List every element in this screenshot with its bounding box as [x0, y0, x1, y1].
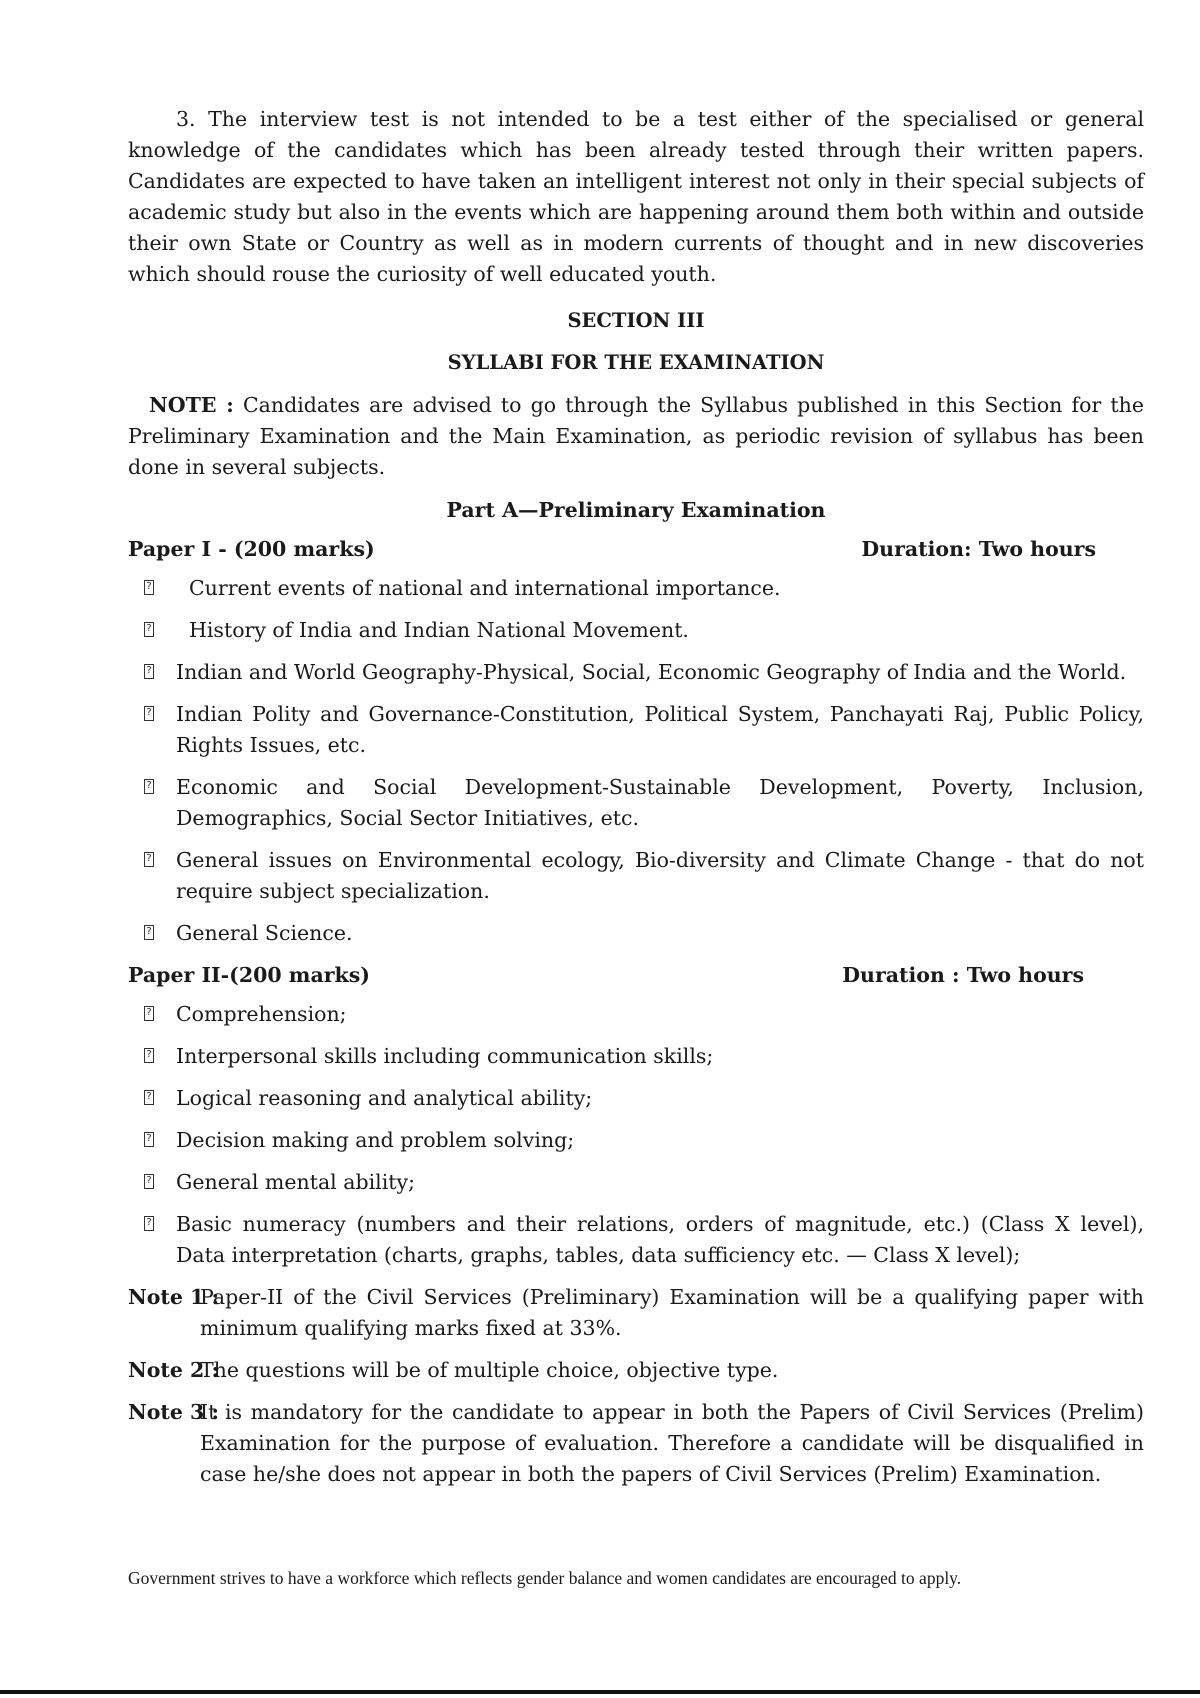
list-item: ? Decision making and problem solving; — [128, 1125, 1144, 1156]
syllabus-note — [128, 390, 1144, 483]
note-1-label: Note 1 : — [128, 1285, 220, 1309]
missing-glyph-bullet-icon: ? — [144, 622, 154, 637]
paper-1-title: Paper I - (200 marks) — [128, 537, 375, 561]
list-item: ? General issues on Environmental ecology, Bio-diversity and Climate Change - that do not require subject specialization. — [128, 845, 1144, 907]
note-2-label: Note 2 : — [128, 1358, 220, 1382]
paper-1-topic-list — [128, 573, 1144, 949]
paper-2-duration: Duration : Two hours — [842, 963, 1084, 987]
paper-2-topic-list — [128, 999, 1144, 1271]
note-3-label: Note 3 : — [128, 1400, 220, 1424]
list-item: ? Interpersonal skills including communication skills; — [128, 1041, 1144, 1072]
missing-glyph-bullet-icon: ? — [144, 1006, 154, 1021]
list-item: ? General mental ability; — [128, 1167, 1144, 1198]
syllabus-note-text: Candidates are advised to go through the Syllabus published in this Section for the Preliminary Examination and the Main Examination, as periodic revision of syllabus has been done in several subjects. — [128, 393, 1144, 479]
section-title: SECTION III — [567, 309, 705, 332]
missing-glyph-bullet-icon: ? — [144, 1216, 154, 1231]
syllabi-title: SYLLABI FOR THE EXAMINATION — [447, 351, 825, 374]
note-3-text: It is mandatory for the candidate to appear in both the Papers of Civil Services (Prelim) Examination for the purpose of evaluation. Therefore a candidate will be disqualified in case he/she does not appear in both the papers of Civil Services (Prelim) Examination. — [200, 1400, 1144, 1486]
missing-glyph-bullet-icon: ? — [144, 1132, 154, 1147]
syllabus-note-label: NOTE : — [149, 393, 234, 417]
missing-glyph-bullet-icon: ? — [144, 852, 154, 867]
part-a-heading: Part A—Preliminary Examination — [446, 498, 826, 522]
paper-1-header — [128, 534, 1144, 565]
note-3 — [128, 1397, 1144, 1490]
list-item: ? Current events of national and international importance. — [128, 573, 1144, 604]
list-item: ? Economic and Social Development-Sustainable Development, Poverty, Inclusion, Demographics, Social Sector Initiatives, etc. — [128, 772, 1144, 834]
list-item: ? Logical reasoning and analytical ability; — [128, 1083, 1144, 1114]
list-item: ? Basic numeracy (numbers and their relations, orders of magnitude, etc.) (Class X level), Data interpretation (charts, graphs, tables, data sufficiency etc. — Class X level); — [128, 1209, 1144, 1271]
intro-paragraph: 3. The interview test is not intended to be a test either of the specialised or general knowledge of the candidates which has been already tested through their written papers. Candidates are expected to have taken an intelligent interest not only in their special subjects of academic study but also in the events which are happening around them both within and outside their own State or Country as well as in modern currents of thought and in new discoveries which should rouse the curiosity of well educated youth. — [128, 107, 1144, 286]
list-item: ? General Science. — [128, 918, 1144, 949]
list-item: ? Indian Polity and Governance-Constitution, Political System, Panchayati Raj, Public Policy, Rights Issues, etc. — [128, 699, 1144, 761]
note-2-text: The questions will be of multiple choice, objective type. — [200, 1358, 779, 1382]
list-item: ? History of India and Indian National Movement. — [128, 615, 1144, 646]
note-1 — [128, 1282, 1144, 1344]
footer-statement: Government strives to have a workforce which reflects gender balance and women candidates are encouraged to apply. — [128, 1568, 962, 1588]
missing-glyph-bullet-icon: ? — [144, 664, 154, 679]
missing-glyph-bullet-icon: ? — [144, 779, 154, 794]
missing-glyph-bullet-icon: ? — [144, 706, 154, 721]
missing-glyph-bullet-icon: ? — [144, 925, 154, 940]
document-page — [128, 104, 1144, 1501]
missing-glyph-bullet-icon: ? — [144, 1090, 154, 1105]
note-1-text: Paper-II of the Civil Services (Preliminary) Examination will be a qualifying paper with minimum qualifying marks fixed at 33%. — [200, 1285, 1144, 1340]
note-2 — [128, 1355, 1144, 1386]
missing-glyph-bullet-icon: ? — [144, 1048, 154, 1063]
paper-2-title: Paper II-(200 marks) — [128, 963, 370, 987]
list-item: ? Indian and World Geography-Physical, Social, Economic Geography of India and the World. — [128, 657, 1144, 688]
bottom-divider — [0, 1690, 1200, 1694]
missing-glyph-bullet-icon: ? — [144, 580, 154, 595]
list-item: ? Comprehension; — [128, 999, 1144, 1030]
paper-1-duration: Duration: Two hours — [861, 537, 1096, 561]
paper-2-header — [128, 960, 1144, 991]
missing-glyph-bullet-icon: ? — [144, 1174, 154, 1189]
